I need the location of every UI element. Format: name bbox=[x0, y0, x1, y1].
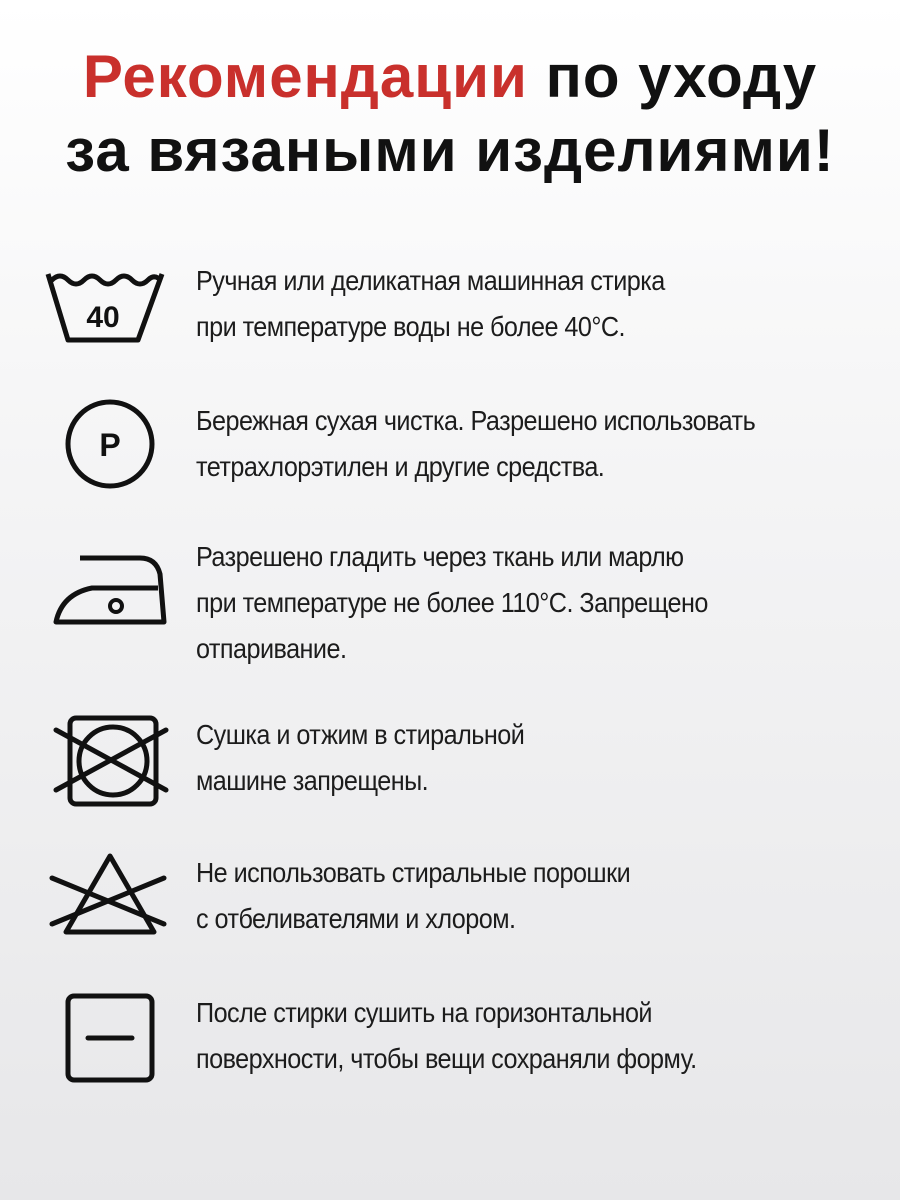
text-line: Разрешено гладить через ткань или марлю bbox=[196, 541, 684, 572]
text-line: Не использовать стиральные порошки bbox=[196, 857, 631, 888]
dry-clean-p-icon bbox=[40, 398, 170, 498]
text-line: Ручная или деликатная машинная стирка bbox=[196, 265, 665, 296]
text-line: тетрахлорэтилен и другие средства. bbox=[196, 451, 605, 482]
page-title bbox=[0, 40, 900, 188]
title-line-2: за вязаными изделиями! bbox=[65, 117, 835, 184]
text-line: отпаривание. bbox=[196, 633, 347, 664]
text-line: при температуре не более 110°С. Запрещено bbox=[196, 587, 708, 618]
text-line: поверхности, чтобы вещи сохраняли форму. bbox=[196, 1043, 697, 1074]
title-line-1-rest: по уходу bbox=[527, 43, 818, 110]
dry-clean-label: P bbox=[99, 427, 121, 463]
care-item-dry-flat-text bbox=[196, 990, 808, 1082]
text-line: Бережная сухая чистка. Разрешено использовать bbox=[196, 405, 756, 436]
care-item-dry-clean-text bbox=[196, 398, 808, 490]
wash-temp-label: 40 bbox=[86, 301, 120, 334]
care-item-iron-text bbox=[196, 534, 808, 672]
text-line: с отбеливателями и хлором. bbox=[196, 903, 516, 934]
care-item-wash-text bbox=[196, 258, 808, 350]
care-item-no-bleach-text bbox=[196, 850, 808, 942]
text-line: После стирки сушить на горизонтальной bbox=[196, 997, 652, 1028]
title-line-1 bbox=[0, 40, 900, 114]
text-line: машине запрещены. bbox=[196, 765, 429, 796]
title-accent: Рекомендации bbox=[82, 43, 528, 110]
text-line: Сушка и отжим в стиральной bbox=[196, 719, 525, 750]
iron-one-dot-icon bbox=[40, 534, 170, 634]
care-item-no-tumble-dry-text bbox=[196, 712, 808, 804]
no-tumble-dry-icon bbox=[40, 712, 170, 812]
dry-flat-icon bbox=[40, 990, 170, 1090]
no-bleach-icon bbox=[40, 850, 170, 950]
wash-40-icon bbox=[40, 258, 170, 358]
text-line: при температуре воды не более 40°С. bbox=[196, 311, 626, 342]
